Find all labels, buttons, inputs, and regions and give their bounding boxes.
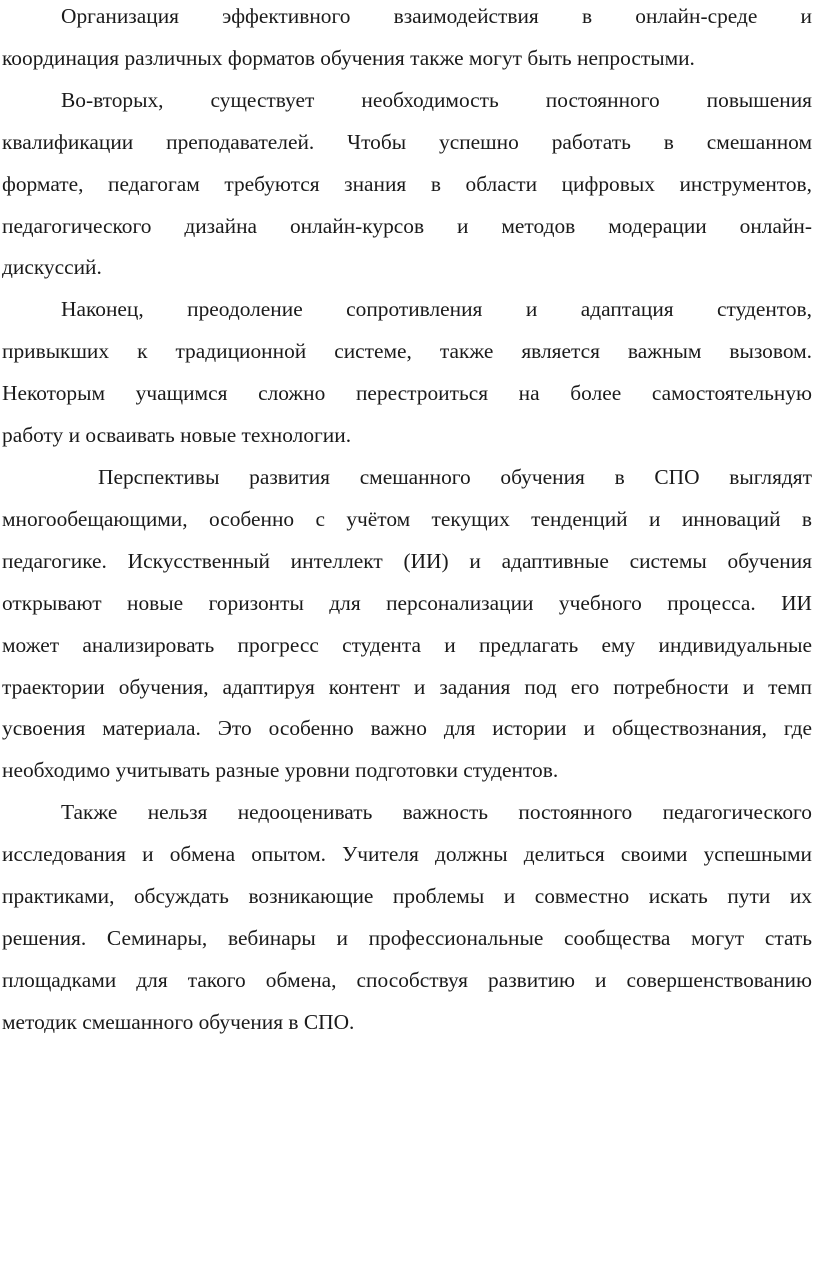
document-body bbox=[2, 0, 812, 1044]
text-line: дискуссий. bbox=[2, 255, 102, 280]
paragraph-3 bbox=[2, 289, 812, 457]
text-line: решения. Семинары, вебинары и профессиональные сообщества могут стать bbox=[2, 925, 812, 950]
text-line: усвоения материала. Это особенно важно для истории и обществознания, где bbox=[2, 716, 812, 741]
text-line: работу и осваивать новые технологии. bbox=[2, 423, 352, 448]
text-line: методик смешанного обучения в СПО. bbox=[2, 1009, 355, 1034]
text-line: исследования и обмена опытом. Учителя должны делиться своими успешными bbox=[2, 842, 812, 867]
text-line: Некоторым учащимся сложно перестроиться на более самостоятельную bbox=[2, 381, 812, 406]
text-line: площадками для такого обмена, способствуя развитию и совершенствованию bbox=[2, 967, 812, 992]
text-line: практиками, обсуждать возникающие проблемы и совместно искать пути их bbox=[2, 884, 812, 909]
text-line: траектории обучения, адаптируя контент и задания под его потребности и темп bbox=[2, 674, 812, 699]
paragraph-4 bbox=[2, 457, 812, 792]
text-line: координация различных форматов обучения также могут быть непростыми. bbox=[2, 45, 695, 70]
text-line: Перспективы развития смешанного обучения в СПО выглядят bbox=[98, 464, 812, 489]
text-line: Во-вторых, существует необходимость постоянного повышения bbox=[61, 87, 812, 112]
text-line: многообещающими, особенно с учётом текущих тенденций и инноваций в bbox=[2, 506, 812, 531]
text-line: необходимо учитывать разные уровни подготовки студентов. bbox=[2, 758, 559, 783]
text-line: педагогического дизайна онлайн-курсов и методов модерации онлайн- bbox=[2, 213, 812, 238]
text-line: квалификации преподавателей. Чтобы успешно работать в смешанном bbox=[2, 129, 812, 154]
text-line: Также нельзя недооценивать важность постоянного педагогического bbox=[61, 800, 812, 825]
text-line: формате, педагогам требуются знания в области цифровых инструментов, bbox=[2, 171, 812, 196]
paragraph-5 bbox=[2, 792, 812, 1043]
text-line: Наконец, преодоление сопротивления и адаптация студентов, bbox=[61, 297, 812, 322]
text-line: открывают новые горизонты для персонализации учебного процесса. ИИ bbox=[2, 590, 812, 615]
paragraph-1 bbox=[2, 0, 812, 80]
text-line: Организация эффективного взаимодействия в онлайн-среде и bbox=[61, 4, 812, 28]
text-line: может анализировать прогресс студента и предлагать ему индивидуальные bbox=[2, 632, 812, 657]
paragraph-2 bbox=[2, 80, 812, 290]
text-line: педагогике. Искусственный интеллект (ИИ) и адаптивные системы обучения bbox=[2, 548, 812, 573]
text-line: привыкших к традиционной системе, также является важным вызовом. bbox=[2, 339, 812, 364]
